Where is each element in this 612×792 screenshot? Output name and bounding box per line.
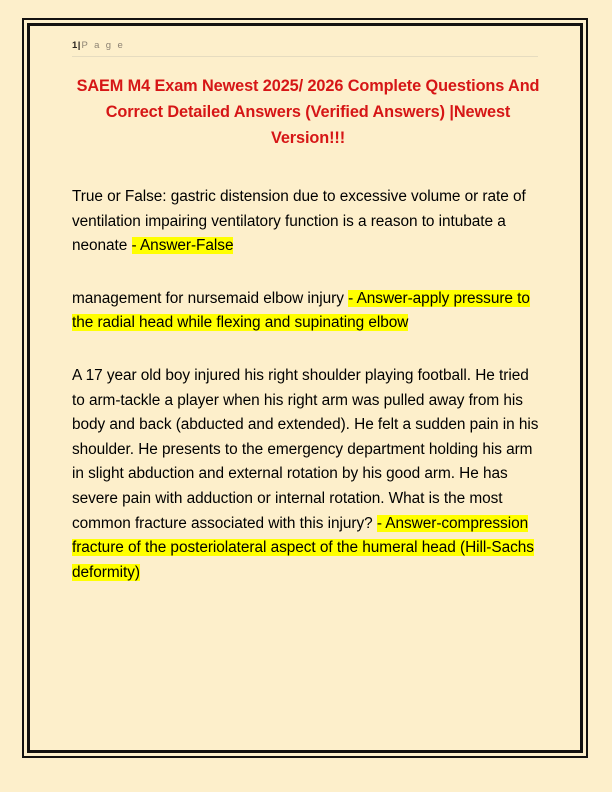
document-title: SAEM M4 Exam Newest 2025/ 2026 Complete Questions And Correct Detailed Answers (Verified Answers) |Newest Version!!!: [76, 77, 540, 147]
qa-block: [72, 287, 544, 336]
page-header-separator: |: [77, 40, 82, 51]
answer-highlight: - Answer-False: [131, 237, 234, 255]
answer-highlight: - Answer-apply pressure to the radial head while flexing and supinating elbow: [72, 289, 530, 332]
answer-highlight: - Answer-compression fracture of the posteriolateral aspect of the humeral head (Hill-Sachs deformity): [72, 514, 534, 581]
header-divider: [72, 56, 538, 57]
page-content: [72, 40, 544, 740]
page-border-inner: [27, 23, 583, 753]
page-header-label: P a g e: [81, 40, 125, 51]
page-number: 1: [72, 40, 78, 51]
qa-list: [72, 185, 544, 585]
question-text: True or False: gastric distension due to excessive volume or rate of ventilation impairing ventilatory function is a reason to intubate a neonate: [72, 188, 526, 255]
qa-block: [72, 185, 544, 259]
question-text: management for nursemaid elbow injury: [72, 289, 349, 307]
qa-block: [72, 364, 544, 585]
page-border-outer: [22, 18, 588, 758]
question-text: A 17 year old boy injured his right shoulder playing football. He tried to arm-tackle a player when his right arm was pulled away from his body and back (abducted and extended). He felt a sudden pain in his shoulder. He presents to the emergency department holding his arm in slight abduction and external rotation by his good arm. He has severe pain with adduction or internal rotation. What is the most common fracture associated with this injury?: [72, 366, 539, 532]
page-running-header: [72, 40, 544, 56]
